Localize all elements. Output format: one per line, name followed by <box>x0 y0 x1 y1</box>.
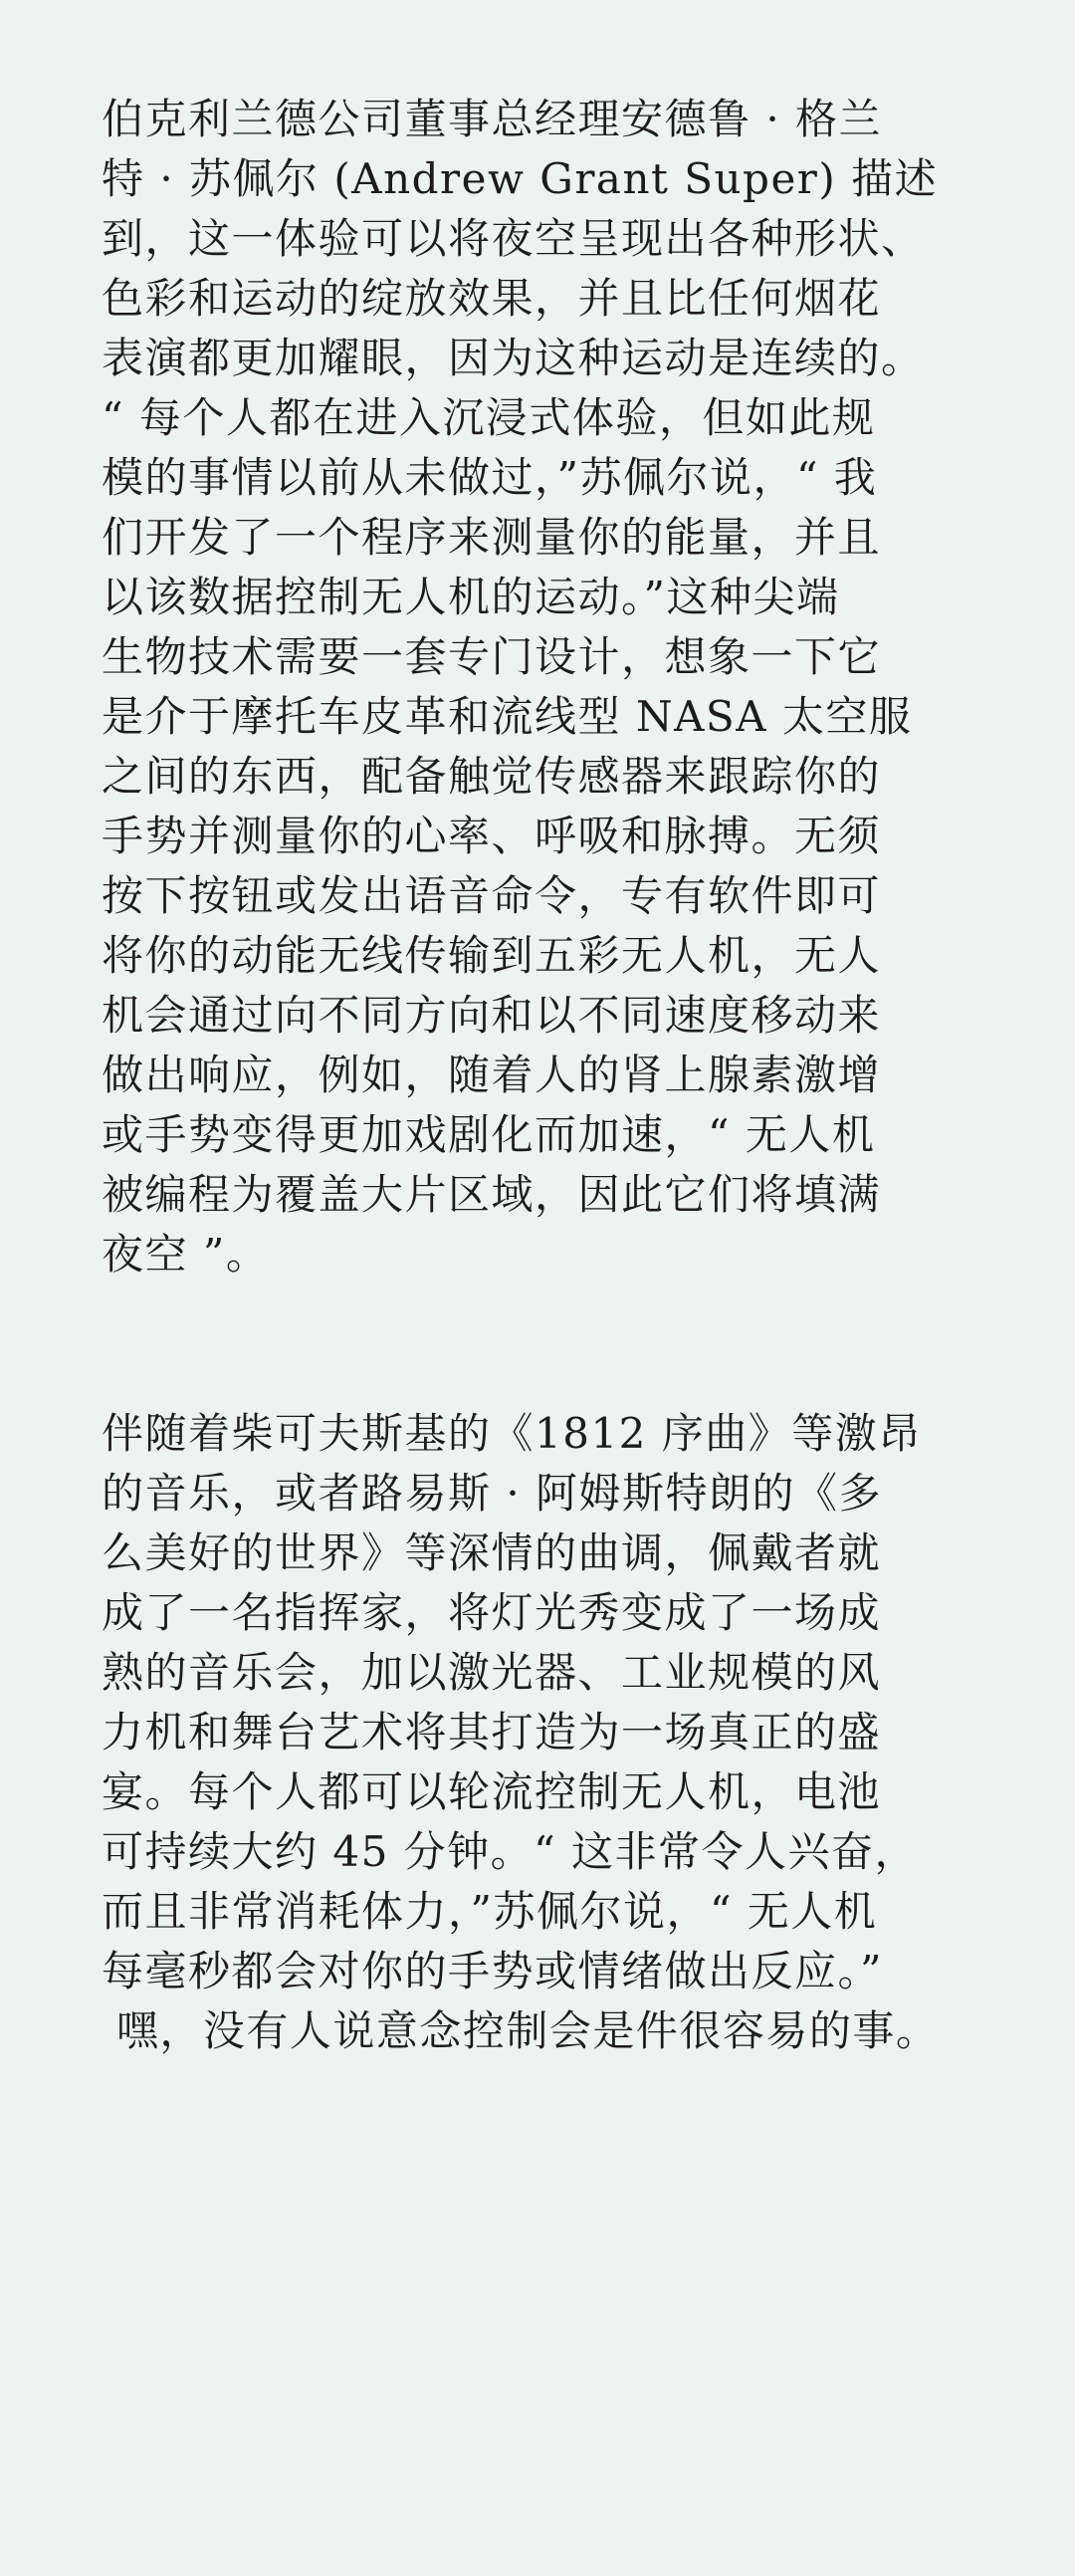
paragraph-2 <box>102 1404 1037 2061</box>
text-line: 而且非常消耗体力，”苏佩尔说，“ 无人机 <box>102 1887 878 1936</box>
text-line: 色彩和运动的绽放效果，并且比任何烟花 <box>102 274 882 323</box>
text-line: “ 每个人都在进入沉浸式体验，但如此规 <box>102 393 876 442</box>
text-line: 按下按钮或发出语音命令，专有软件即可 <box>102 871 882 920</box>
text-line: 夜空 ”。 <box>102 1230 270 1279</box>
text-line: 机会通过向不同方向和以不同速度移动来 <box>102 991 882 1040</box>
text-line: 生物技术需要一套专门设计，想象一下它 <box>102 632 882 681</box>
text-line: 模的事情以前从未做过，”苏佩尔说，“ 我 <box>102 453 878 502</box>
paragraph-spacer <box>102 1285 1037 1404</box>
text-line: 可持续大约 45 分钟。“ 这非常令人兴奋， <box>102 1827 918 1876</box>
text-line: 熟的音乐会，加以激光器、工业规模的风 <box>102 1648 882 1697</box>
text-line: 是介于摩托车皮革和流线型 NASA 太空服 <box>102 692 913 741</box>
text-line: 手势并测量你的心率、呼吸和脉搏。无须 <box>102 812 882 860</box>
text-line: 们开发了一个程序来测量你的能量，并且 <box>102 513 882 562</box>
text-line: 每毫秒都会对你的手势或情绪做出反应。” <box>102 1947 883 1995</box>
paragraph-1 <box>102 90 1037 1285</box>
text-line: 成了一名指挥家，将灯光秀变成了一场成 <box>102 1588 882 1637</box>
text-line: 表演都更加耀眼，因为这种运动是连续的。 <box>102 334 925 382</box>
text-line: 或手势变得更加戏剧化而加速，“ 无人机 <box>102 1110 876 1159</box>
text-line: 力机和舞台艺术将其打造为一场真正的盛 <box>102 1708 882 1756</box>
text-line: 特 · 苏佩尔 (Andrew Grant Super) 描述 <box>102 154 939 203</box>
text-line: 之间的东西，配备触觉传感器来跟踪你的 <box>102 752 882 801</box>
text-line: 以该数据控制无人机的运动。”这种尖端 <box>102 573 840 621</box>
text-line: 伯克利兰德公司董事总经理安德鲁 · 格兰 <box>102 95 883 143</box>
text-line: 做出响应，例如，随着人的肾上腺素激增 <box>102 1051 882 1099</box>
text-line: 将你的动能无线传输到五彩无人机，无人 <box>102 931 882 980</box>
article-body <box>102 90 1037 2061</box>
text-line: 宴。每个人都可以轮流控制无人机，电池 <box>102 1767 882 1816</box>
text-line: 嘿，没有人说意念控制会是件很容易的事。 <box>102 2006 940 2055</box>
text-line: 么美好的世界》等深情的曲调，佩戴者就 <box>102 1528 882 1577</box>
text-line: 被编程为覆盖大片区域，因此它们将填满 <box>102 1170 882 1219</box>
text-line: 到，这一体验可以将夜空呈现出各种形状、 <box>102 214 925 263</box>
text-line: 的音乐，或者路易斯 · 阿姆斯特朗的《多 <box>102 1469 883 1518</box>
text-line: 伴随着柴可夫斯基的《1812 序曲》等激昂 <box>102 1409 922 1458</box>
